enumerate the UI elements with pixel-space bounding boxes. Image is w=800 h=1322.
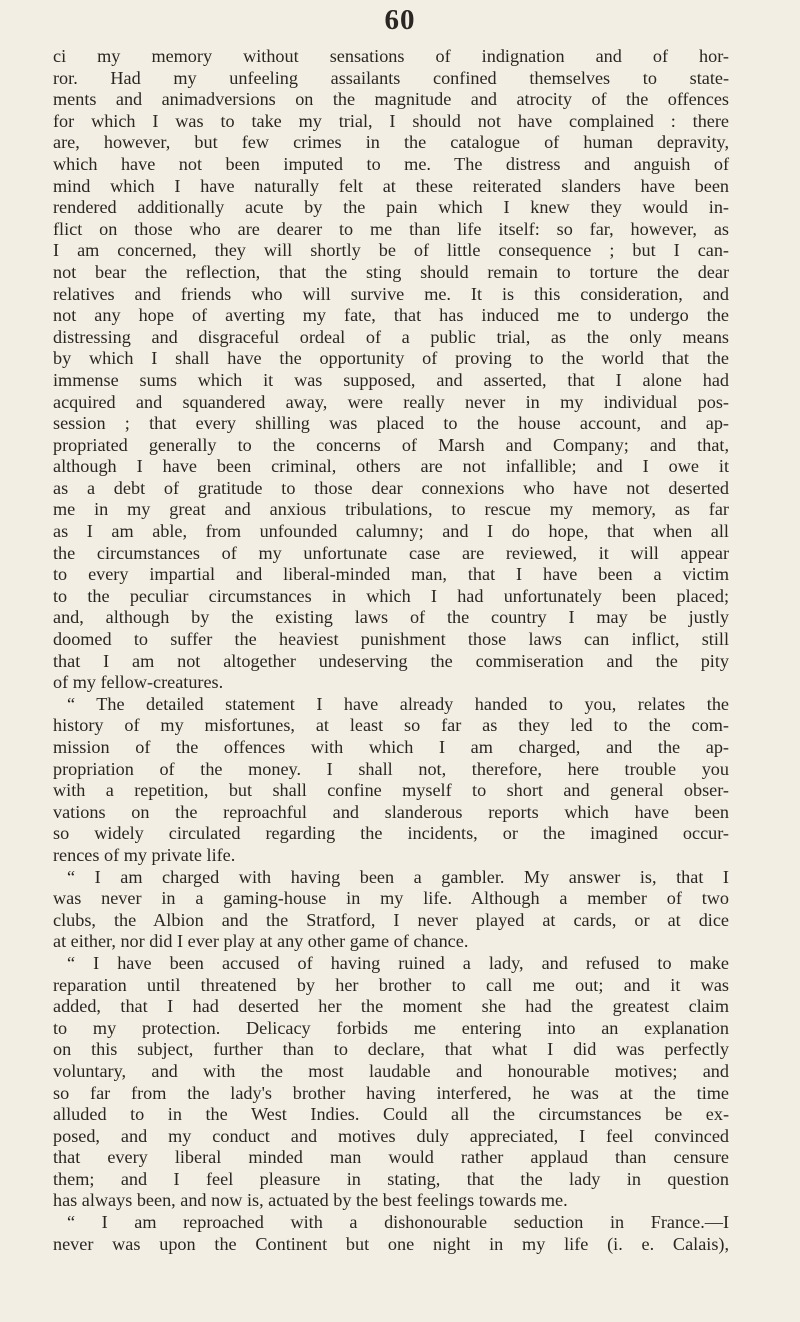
- text-line: mission of the offences with which I am charged, and the ap-: [53, 737, 729, 757]
- text-line: “ The detailed statement I have already handed to you, relates the: [67, 693, 729, 714]
- text-line: them; and I feel pleasure in stating, that the lady in question: [53, 1168, 729, 1189]
- text-line: not bear the reflection, that the sting should remain to torture the dear: [53, 261, 729, 282]
- text-line: and, although by the existing laws of the country I may be justly: [53, 607, 729, 628]
- text-line: mind which I have naturally felt at these reiterated slanders have been: [53, 175, 729, 196]
- text-line: session ; that every shilling was placed to the house account, and ap-: [53, 413, 729, 434]
- text-line: immense sums which it was supposed, and asserted, that I alone had: [53, 369, 729, 390]
- text-line: which have not been imputed to me. The distress and anguish of: [53, 153, 729, 174]
- page-number: 60: [384, 4, 416, 36]
- text-line: ci my memory without sensations of indignation and of hor-: [53, 46, 729, 66]
- text-line: posed, and my conduct and motives duly appreciated, I feel convinced: [53, 1125, 729, 1146]
- text-line: the circumstances of my unfortunate case are reviewed, it will appear: [53, 542, 729, 563]
- text-line: was never in a gaming-house in my life. Although a member of two: [53, 888, 729, 909]
- text-line: has always been, and now is, actuated by the best feelings towards me.: [53, 1190, 568, 1211]
- text-line: doomed to suffer the heaviest punishment those laws can inflict, still: [53, 629, 729, 650]
- text-line: that every liberal minded man would rather applaud than censure: [53, 1147, 729, 1168]
- text-line: for which I was to take my trial, I should not have complained : there: [53, 110, 729, 131]
- text-line: as a debt of gratitude to those dear connexions who have not deserted: [53, 477, 729, 498]
- text-line: that I am not altogether undeserving the commiseration and the pity: [53, 650, 729, 671]
- text-line: to the peculiar circumstances in which I had unfortunately been placed;: [53, 585, 729, 606]
- text-line: history of my misfortunes, at least so far as they led to the com-: [53, 715, 729, 736]
- text-line: to every impartial and liberal-minded man, that I have been a victim: [53, 564, 729, 585]
- text-line: rences of my private life.: [53, 844, 236, 865]
- text-line: “ I am charged with having been a gambler. My answer is, that I: [67, 866, 729, 887]
- text-line: propriated generally to the concerns of Marsh and Company; and that,: [53, 434, 729, 455]
- text-line: to my protection. Delicacy forbids me entering into an explanation: [53, 1017, 729, 1038]
- text-line: I am concerned, they will shortly be of little consequence ; but I can-: [53, 240, 729, 261]
- text-line: as I am able, from unfounded calumny; and I do hope, that when all: [53, 521, 729, 542]
- text-line: rendered additionally acute by the pain which I knew they would in-: [53, 197, 729, 218]
- text-line: clubs, the Albion and the Stratford, I never played at cards, or at dice: [53, 909, 729, 930]
- text-line: ror. Had my unfeeling assailants confined themselves to state-: [53, 67, 729, 88]
- text-line: of my fellow-creatures.: [53, 672, 224, 693]
- text-line: added, that I had deserted her the moment she had the greatest claim: [53, 996, 729, 1017]
- text-line: relatives and friends who will survive me. It is this consideration, and: [53, 283, 729, 304]
- text-line: flict on those who are dearer to me than life itself: so far, however, as: [53, 218, 729, 239]
- text-line: propriation of the money. I shall not, therefore, here trouble you: [53, 758, 729, 779]
- text-line: so far from the lady's brother having interfered, he was at the time: [53, 1082, 729, 1103]
- text-line: are, however, but few crimes in the catalogue of human depravity,: [53, 132, 729, 153]
- text-line: vations on the reproachful and slanderous reports which have been: [53, 801, 729, 822]
- text-line: with a repetition, but shall confine myself to short and general obser-: [53, 780, 729, 801]
- text-line: so widely circulated regarding the incidents, or the imagined occur-: [53, 823, 729, 844]
- text-line: alluded to in the West Indies. Could all the circumstances be ex-: [53, 1104, 729, 1125]
- text-line: at either, nor did I ever play at any other game of chance.: [53, 931, 469, 952]
- text-line: although I have been criminal, others are not infallible; and I owe it: [53, 456, 729, 477]
- text-line: voluntary, and with the most laudable and honourable motives; and: [53, 1060, 729, 1081]
- text-line: “ I have been accused of having ruined a lady, and refused to make: [67, 952, 729, 973]
- text-line: acquired and squandered away, were really never in my individual pos-: [53, 391, 729, 412]
- text-line: reparation until threatened by her brother to call me out; and it was: [53, 974, 729, 995]
- text-line: distressing and disgraceful ordeal of a public trial, as the only means: [53, 326, 729, 347]
- text-line: ments and animadversions on the magnitude and atrocity of the offences: [53, 89, 729, 110]
- text-line: “ I am reproached with a dishonourable seduction in France.—I: [67, 1212, 729, 1233]
- body-text: [53, 46, 729, 1255]
- text-line: not any hope of averting my fate, that has induced me to undergo the: [53, 305, 729, 326]
- text-line: on this subject, further than to declare, that what I did was perfectly: [53, 1039, 729, 1060]
- text-line: never was upon the Continent but one night in my life (i. e. Calais),: [53, 1233, 729, 1254]
- text-line: me in my great and anxious tribulations, to rescue my memory, as far: [53, 499, 729, 520]
- text-line: by which I shall have the opportunity of proving to the world that the: [53, 348, 729, 369]
